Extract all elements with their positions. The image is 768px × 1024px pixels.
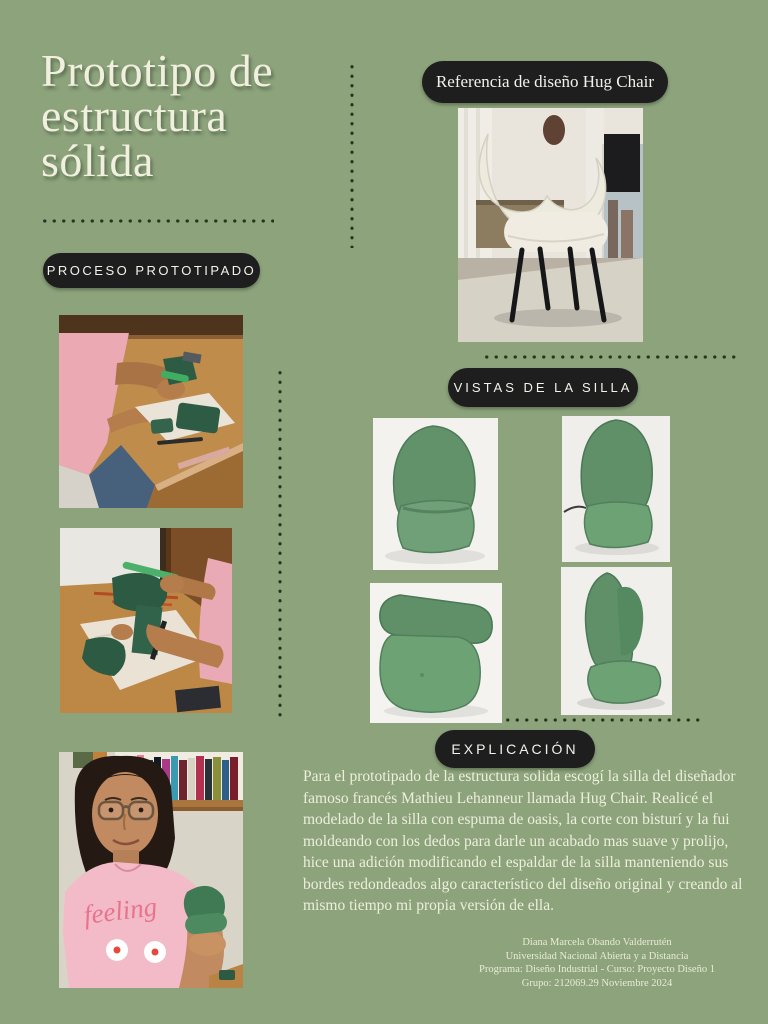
foam-view-top-illustration [370, 583, 502, 723]
shirt-script-text: feeling [82, 891, 159, 930]
dotted-divider-title-right [349, 62, 355, 248]
explanation-badge-label: EXPLICACIÓN [451, 741, 579, 757]
portrait-illustration [59, 752, 243, 988]
foam-view-side-illustration [561, 567, 672, 715]
poster-title [41, 45, 371, 186]
dotted-divider-under-title [40, 218, 274, 224]
reference-badge-label: Referencia de diseño Hug Chair [435, 72, 655, 91]
explanation-paragraph: Para el prototipado de la estructura solida escogí la silla del diseñador famoso francés Mathieu Lehanneur llamada Hug Chair. Realicé el modelado de la silla con espuma de oasis, la corte con bisturí y la fui moldeando con los dedos para darle un acabado mas suave y prolijo, hice una adición modificando el espaldar de la silla manteniendo sus bordes redondeados algo característico del diseño original y creando al mismo tiempo mi propia versión de ella. [303, 768, 743, 914]
dotted-divider-middle-vertical [277, 368, 283, 718]
process-badge-label: PROCESO PROTOTIPADO [46, 263, 257, 278]
credits-university: Universidad Nacional Abierta y a Distancia [505, 950, 689, 962]
foam-view-front-angle-illustration [562, 416, 670, 562]
hug-chair-illustration [458, 108, 643, 342]
foam-view-front-illustration [373, 418, 498, 570]
credits-block [437, 936, 757, 990]
credits-program: Programa: Diseño Industrial - Curso: Proyecto Diseño 1 [479, 964, 715, 975]
views-badge-label: VISTAS DE LA SILLA [453, 380, 633, 395]
poster-title-line1: Prototipo de [41, 45, 274, 96]
foam-view-side-photo [561, 567, 672, 715]
process-photo-2 [60, 528, 232, 713]
process-photo-1-illustration [59, 315, 243, 508]
hug-chair-reference-photo [458, 108, 643, 342]
credits-author: Diana Marcela Obando Valderrutén [522, 937, 672, 948]
poster-title-line2: estructura [41, 90, 228, 141]
reference-badge [422, 61, 668, 103]
credits-group: Grupo: 212069.29 Noviembre 2024 [521, 977, 673, 989]
process-badge [43, 253, 260, 288]
process-photo-1 [59, 315, 243, 508]
process-photo-2-illustration [60, 528, 232, 713]
foam-view-front-photo [373, 418, 498, 570]
foam-view-front-angle-photo [562, 416, 670, 562]
poster-title-line3: sólida [41, 135, 154, 186]
portrait-photo [59, 752, 243, 988]
foam-view-top-photo [370, 583, 502, 723]
views-badge [448, 368, 638, 407]
dotted-divider-above-views [482, 354, 737, 360]
explanation-badge [435, 730, 595, 768]
